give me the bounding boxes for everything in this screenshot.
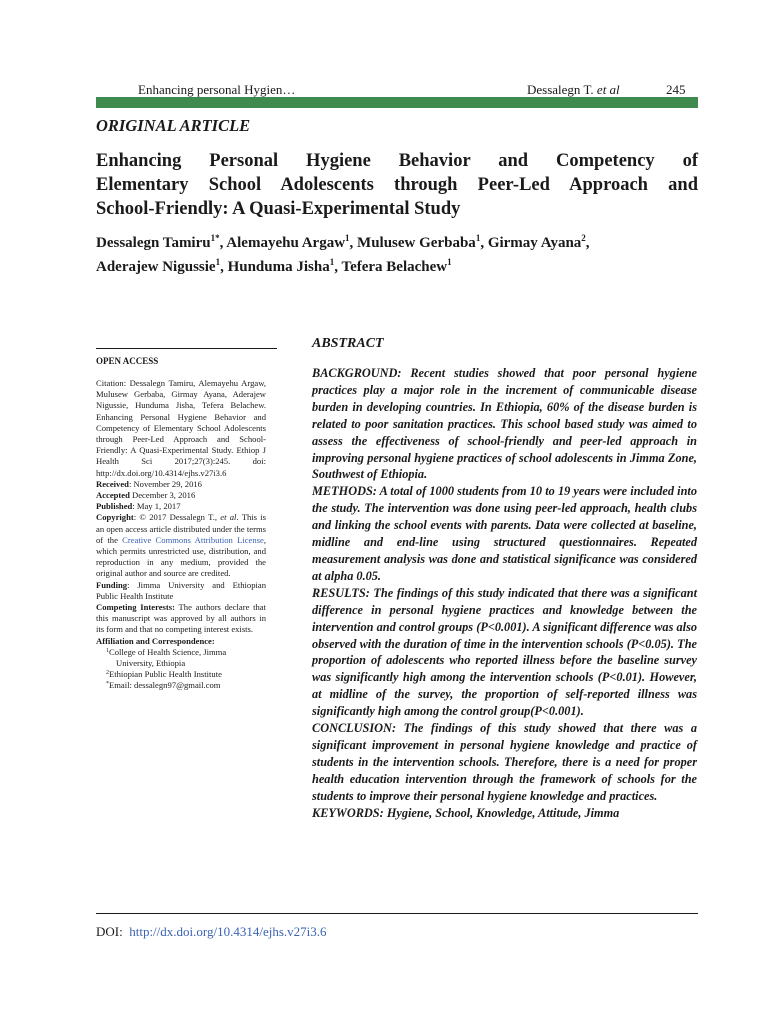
published-date xyxy=(96,501,266,512)
copyright-text: . This is an open access article distributed under the terms of the xyxy=(96,512,266,545)
author-affiliation-mark: 1 xyxy=(329,257,335,267)
corresponding-email xyxy=(96,680,266,691)
accepted-value: December 3, 2016 xyxy=(129,490,196,501)
affiliation-2 xyxy=(96,669,266,680)
page-number: 245 xyxy=(666,82,686,97)
abstract-conclusion: CONCLUSION: The findings of this study showed that there was a significant improvement in personal hygiene knowledge and practice of students in the intervention schools. Therefore, there is a need for proper health education intervention through the framework of schools for the students to improve their personal hygiene knowledge and practices. xyxy=(312,721,697,803)
affiliation-label: Affiliation and Correspondence: xyxy=(96,635,215,646)
author-name: Girmay Ayana xyxy=(487,235,582,251)
open-access-label: OPEN ACCESS xyxy=(96,356,159,366)
affiliation-mark: * xyxy=(106,681,109,688)
author-affiliation-mark: 1 xyxy=(345,233,350,243)
doi-footer xyxy=(96,924,327,940)
published-value: : May 1, 2017 xyxy=(132,501,181,512)
affiliation-text: College of Health Science, Jimma xyxy=(109,646,227,657)
affiliation-mark: 1 xyxy=(106,647,109,654)
copyright-etal: et al xyxy=(220,512,237,523)
funding xyxy=(96,580,266,602)
author xyxy=(96,259,220,275)
article-title xyxy=(96,149,698,221)
footer-divider xyxy=(96,913,698,914)
title-line-3: School-Friendly: A Quasi-Experimental Study xyxy=(96,199,461,219)
running-author-name: Dessalegn T. xyxy=(527,82,594,97)
author-name: Tefera Belachew xyxy=(341,259,448,275)
author-affiliation-mark: 1 xyxy=(475,233,481,243)
author-list: Dessalegn Tamiru$^{1*}$, Alemayehu Argaw$^1$, Mulusew Gerbaba$^1$, Girmay Ayana$^2$, Aderajew Nigussie$^1$, Hunduma Jisha$^1$, Tefera Belachew$^1$ xyxy=(96,233,590,275)
author xyxy=(96,235,220,251)
author-affiliation-mark: 1* xyxy=(210,233,220,243)
article-type: ORIGINAL ARTICLE xyxy=(96,116,251,135)
author xyxy=(488,235,586,251)
author-affiliation-mark: 2 xyxy=(581,233,586,243)
author-affiliation-mark: 1 xyxy=(215,257,221,267)
license-link[interactable]: Creative Commons Attribution License xyxy=(122,534,264,545)
author-name: Alemayehu Argaw xyxy=(226,235,346,251)
affiliation-1-cont: University, Ethiopia xyxy=(116,658,186,669)
author-name: Hunduma Jisha xyxy=(227,259,330,275)
abstract-methods: METHODS: A total of 1000 students from 10 to 19 years were included into the study. The intervention was done using peer-led approach, health clubs and linking the school events with parents. Data were collected at baseline, midline and end-line using structured questionnaires. Repeated measurement analysis was done and statistical significance was considered at alpha 0.05. xyxy=(312,484,697,583)
competing-value: The authors declare that this manuscript was approved by all authors in its form and that no competing interest exists. xyxy=(96,602,266,635)
funding-label: Funding xyxy=(96,579,128,590)
accepted-label: Accepted xyxy=(96,490,130,501)
author xyxy=(228,259,335,275)
copyright xyxy=(96,512,266,579)
received-date xyxy=(96,479,266,490)
abstract-results: RESULTS: The findings of this study indicated that there was a significant difference in personal hygiene practices and knowledge between the intervention and control groups (P<0.001). A significant difference was also observed with the duration of time in the intervention schools (P<0.05). The proportion of adolescents who reported illness before the baseline survey was significantly high among the intervention schools (P<0.01). However, at midline of the survey, the proportion of self-reported illness was significantly high among the control group(P<0.001). xyxy=(312,585,697,719)
affiliation-mark: 2 xyxy=(106,670,109,677)
abstract-heading: ABSTRACT xyxy=(312,336,384,351)
abstract-body xyxy=(312,365,697,821)
header-bar xyxy=(96,97,698,108)
competing-interests xyxy=(96,602,266,636)
received-label: Received xyxy=(96,478,129,489)
abstract-background: BACKGROUND: Recent studies showed that poor personal hygiene practices play a major role in the increment of communicable disease burden in developing countries. In Ethiopia, 60% of the disease burden is related to poor sanitation practices. This school based study was aimed to assess the effectiveness of school-friendly and peer-led approach in improving personal hygiene practices of school adolescents in Jimma Zone, Southwest of Ethiopia. xyxy=(312,366,697,482)
citation: Citation: Dessalegn Tamiru, Alemayehu Argaw, Mulusew Gerbaba, Girmay Ayana, Aderajew Nigussie, Hunduma Jisha, Tefera Belachew. Enhancing Personal Hygiene Behavior and Competency of Elementary School Adolescents through Peer-Led Approach and School-Friendly: A Quasi-Experimental Study. Ethiop J Health Sci 2017;27(3):245. doi: http://dx.doi.org/10.4314/ejhs.v27i3.6 xyxy=(96,378,266,478)
affiliation-1 xyxy=(96,647,266,658)
author xyxy=(226,235,349,251)
title-line-1: Enhancing Personal Hygiene Behavior and Competency of xyxy=(96,151,698,171)
doi-link[interactable]: http://dx.doi.org/10.4314/ejhs.v27i3.6 xyxy=(129,924,327,939)
competing-label: Competing Interests: xyxy=(96,602,175,613)
doi-label: DOI: xyxy=(96,924,123,939)
abstract-keywords: KEYWORDS: Hygiene, School, Knowledge, Attitude, Jimma xyxy=(312,805,620,820)
article-info-sidebar xyxy=(96,378,266,692)
author-name: Mulusew Gerbaba xyxy=(357,235,476,251)
received-value: : November 29, 2016 xyxy=(128,478,202,489)
author-name: Aderajew Nigussie xyxy=(96,259,216,275)
email-text: Email: dessalegn97@gmail.com xyxy=(109,680,221,691)
copyright-text: : © 2017 Dessalegn T., xyxy=(133,512,221,523)
affiliation-text: Ethiopian Public Health Institute xyxy=(109,669,222,680)
funding-value: : Jimma University and Ethiopian Public Health Institute xyxy=(96,579,266,601)
running-title: Enhancing personal Hygien… xyxy=(138,82,296,97)
copyright-label: Copyright xyxy=(96,512,134,523)
running-author-etal: et al xyxy=(596,82,620,97)
copyright-text: , which permits unrestricted use, distribution, and reproduction in any medium, provided the original author and source are credited. xyxy=(96,534,266,579)
sidebar-divider xyxy=(96,348,277,349)
accepted-date xyxy=(96,490,266,501)
published-label: Published xyxy=(96,501,133,512)
author-name: Dessalegn Tamiru xyxy=(96,235,211,251)
title-line-2: Elementary School Adolescents through Peer-Led Approach and xyxy=(96,175,698,195)
author xyxy=(341,259,451,275)
author-affiliation-mark: 1 xyxy=(447,257,452,267)
running-author xyxy=(527,82,620,98)
author xyxy=(357,235,480,251)
